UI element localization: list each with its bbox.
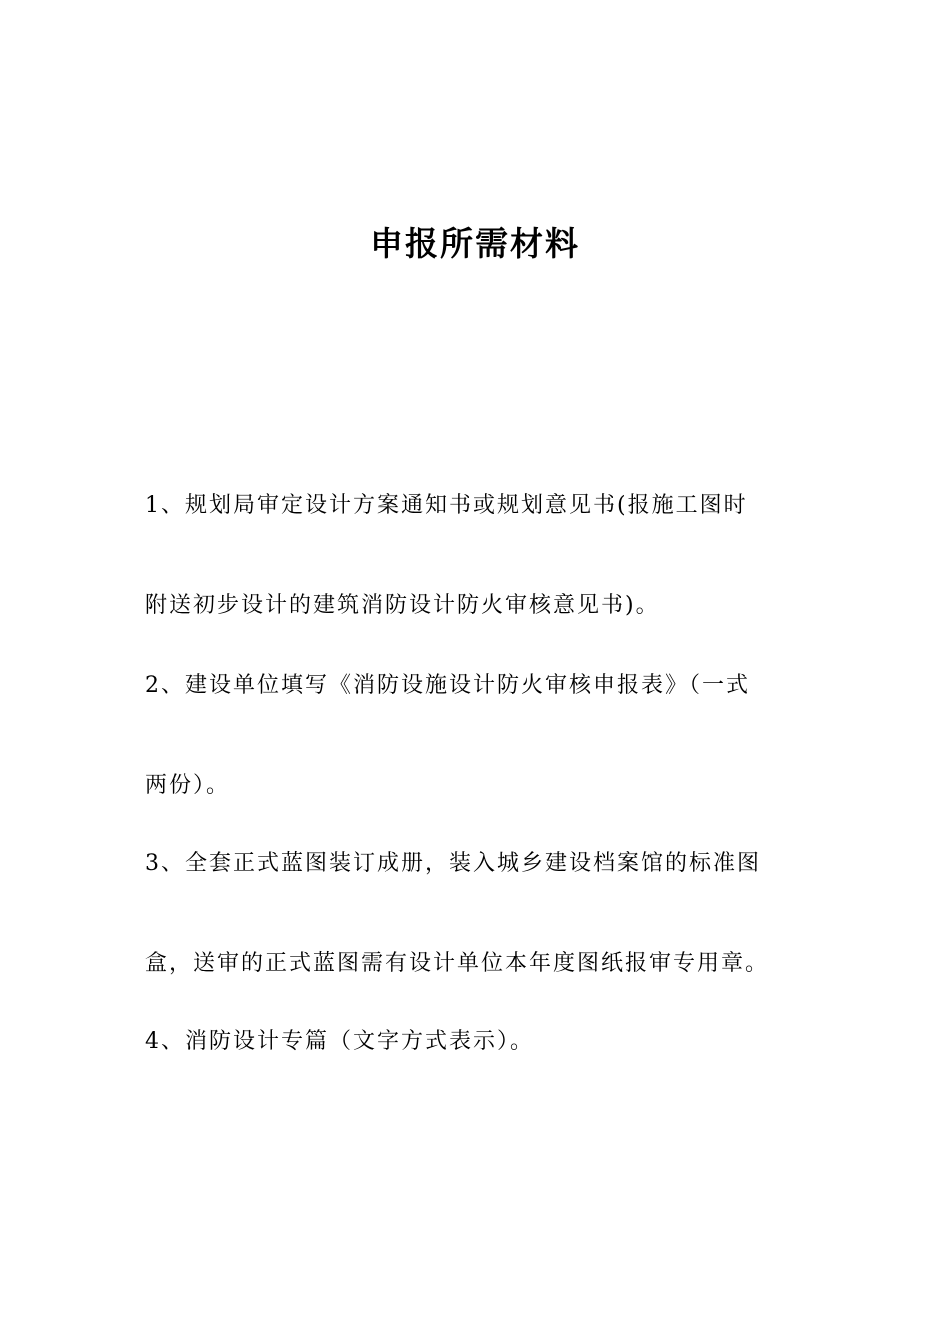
item-2-line-2: 两份）。 [145, 773, 231, 798]
item-2-line-1: 2、建设单位填写《消防设施设计防火审核申报表》（一式 [145, 673, 750, 698]
item-4-line-1: 4、消防设计专篇（文字方式表示）。 [145, 1029, 534, 1054]
item-3-line-1: 3、全套正式蓝图装订成册，装入城乡建设档案馆的标准图 [145, 851, 761, 876]
item-1-line-1: 1、规划局审定设计方案通知书或规划意见书(报施工图时 [145, 493, 748, 518]
document-title: 申报所需材料 [370, 224, 580, 263]
item-1-line-2: 附送初步设计的建筑消防设计防火审核意见书)。 [145, 593, 660, 618]
item-3-line-2: 盒，送审的正式蓝图需有设计单位本年度图纸报审专用章。 [145, 951, 770, 976]
